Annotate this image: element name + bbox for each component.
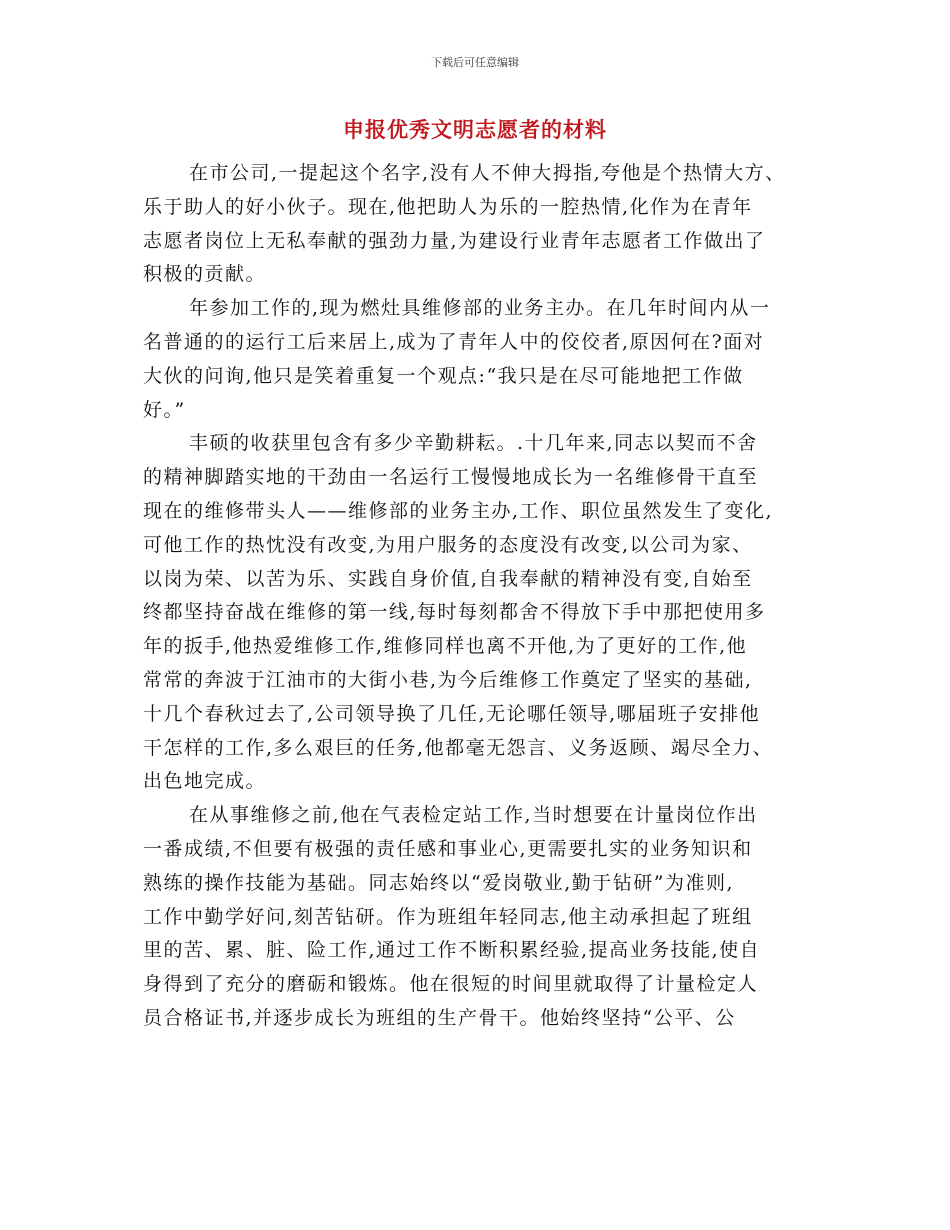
paragraph-3 (143, 427, 823, 799)
text-line: 常常的奔波于江油市的大街小巷,为今后维修工作奠定了坚实的基础, (143, 668, 753, 691)
paragraph-1 (143, 157, 823, 292)
text-line: 以岗为荣、以苦为乐、实践自身价值,自我奉献的精神没有变,自始至 (143, 567, 753, 590)
text-line: 乐于助人的好小伙子。现在,他把助人为乐的一腔热情,化作为在青年 (143, 195, 753, 218)
text-line: 员合格证书,并逐步成长为班组的生产骨干。他始终坚持“公平、公 (143, 1006, 736, 1029)
text-line: 的精神脚踏实地的干劲由一名运行工慢慢地成长为一名维修骨干直至 (143, 466, 759, 489)
text-line: 志愿者岗位上无私奉献的强劲力量,为建设行业青年志愿者工作做出了 (143, 229, 766, 252)
document-body (143, 157, 823, 1036)
text-line: 终都坚持奋战在维修的第一线,每时每刻都舍不得放下手中那把使用多 (143, 601, 766, 624)
document-title: 申报优秀文明志愿者的材料 (343, 118, 607, 142)
text-line: 名普通的的运行工后来居上,成为了青年人中的佼佼者,原因何在?面对 (143, 330, 765, 353)
text-line: 大伙的问询,他只是笑着重复一个观点:“我只是在尽可能地把工作做 (143, 364, 744, 387)
text-line: 工作中勤学好问,刻苦钻研。作为班组年轻同志,他主动承担起了班组 (143, 905, 753, 928)
text-line: 丰硕的收获里包含有多少辛勤耕耘。.十几年来,同志以契而不舍 (189, 432, 758, 455)
text-line: 身得到了充分的磨砺和锻炼。他在很短的时间里就取得了计量检定人 (143, 973, 759, 996)
text-line: 可他工作的热忱没有改变,为用户服务的态度没有改变,以公司为家、 (143, 533, 753, 556)
text-line: 里的苦、累、脏、险工作,通过工作不断积累经验,提高业务技能,使自 (143, 939, 761, 962)
page-header-note: 下载后可任意编辑 (431, 56, 519, 69)
text-line: 十几个春秋过去了,公司领导换了几任,无论哪任领导,哪届班子安排他 (143, 702, 761, 725)
paragraph-4 (143, 799, 823, 1036)
text-line: 年参加工作的,现为燃灶具维修部的业务主办。在几年时间内从一 (189, 297, 771, 320)
paragraph-2 (143, 292, 823, 427)
text-line: 一番成绩,不但要有极强的责任感和事业心,更需要扎实的业务知识和 (143, 837, 753, 860)
text-line: 年的扳手,他热爱维修工作,维修同样也离不开他,为了更好的工作,他 (143, 635, 748, 658)
text-line: 积极的贡献。 (143, 263, 267, 286)
text-line: 在从事维修之前,他在气表检定站工作,当时想要在计量岗位作出 (189, 804, 758, 827)
text-line: 干怎样的工作,多么艰巨的任务,他都毫无怨言、义务返顾、竭尽全力、 (143, 736, 774, 759)
text-line: 好。” (143, 398, 186, 421)
text-line: 出色地完成。 (143, 770, 267, 793)
text-line: 熟练的操作技能为基础。同志始终以“爱岗敬业,勤于钻研”为准则, (143, 871, 735, 894)
text-line: 在市公司,一提起这个名字,没有人不伸大拇指,夸他是个热情大方、 (189, 162, 786, 184)
text-line: 现在的维修带头人——维修部的业务主办,工作、职位虽然发生了变化, (143, 499, 774, 522)
